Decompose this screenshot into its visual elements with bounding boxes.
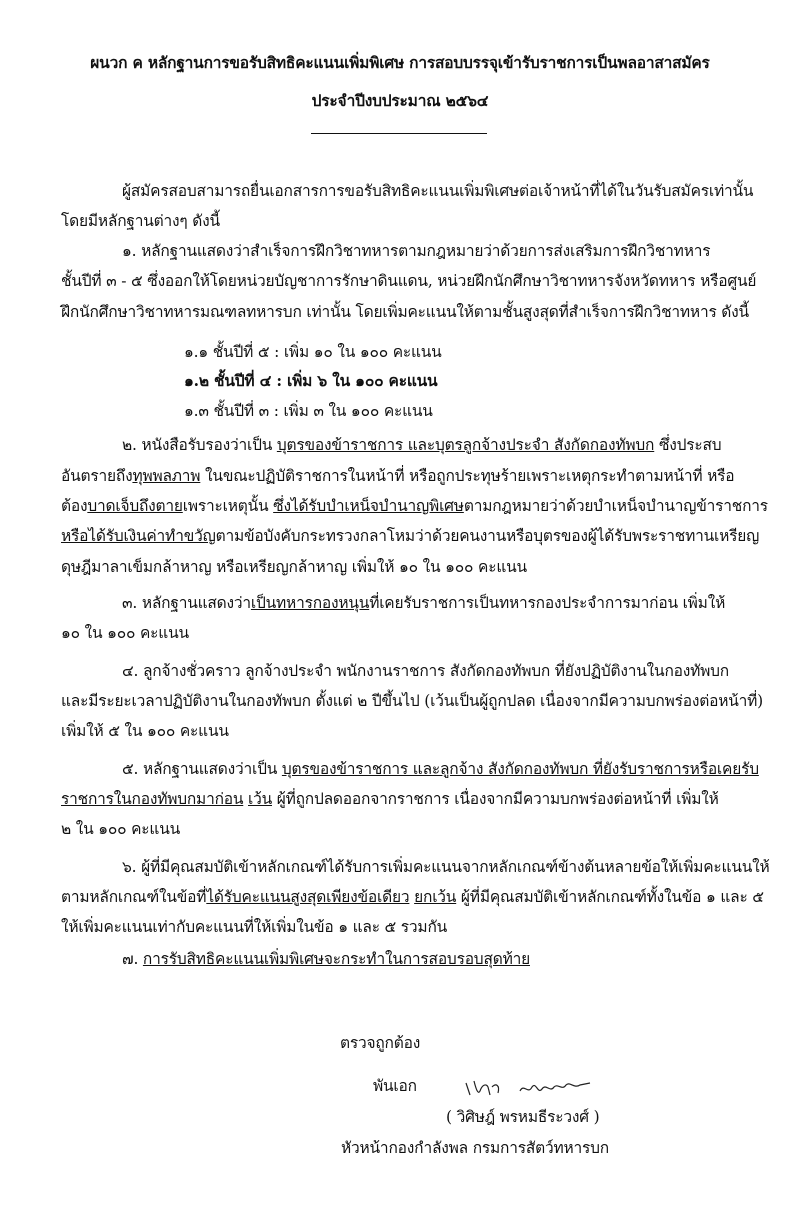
item3-line1 [122,590,725,615]
item5-line2-underlined-1: ราชการในกองทัพบกมาก่อน [61,790,244,808]
item3-line2: ๑๐ ใน ๑๐๐ คะแนน [61,624,189,642]
item2-line3-text-a: ต้อง [61,497,88,515]
item6-line2-underlined-1: ได้รับคะแนนสูงสุดเพียงข้อเดียว [206,888,410,906]
item2-line2-text-b: ในขณะปฏิบัติราชการในหน้าที่ หรือถูกประทุษร้ายเพราะเหตุกระทำตามหน้าที่ หรือ [200,467,735,485]
item4-line2: และมีระยะเวลาปฏิบัติงานในกองทัพบก ตั้งแต่ ๒ ปีขึ้นไป (เว้นเป็นผู้ถูกปลด เนื่องจากมีความบกพร่องต่อหน้าที่) [61,692,763,710]
item3-line1-text-b: ที่เคยรับราชการเป็นทหารกองประจำการมาก่อน เพิ่มให้ [369,594,726,612]
item1-line2: ชั้นปีที่ ๓ - ๕ ซึ่งออกให้โดยหน่วยบัญชาการรักษาดินแดน, หน่วยฝึกนักศึกษาวิชาทหารจังหวัดทหาร หรือศูนย์ [61,272,757,290]
item5-line1 [122,756,759,781]
item2-line4 [61,523,759,548]
item1-sub3: ๑.๓ ชั้นปีที่ ๓ : เพิ่ม ๓ ใน ๑๐๐ คะแนน [184,402,433,420]
item3-line1-underlined: เป็นทหารกองหนุน [250,594,370,612]
item2-line3-text-c: ตามกฎหมายว่าด้วยบำเหน็จบำนาญข้าราชการ [463,497,768,515]
item2-line3-text-b: เพราะเหตุนั้น [182,497,274,515]
item2-line2-text-a: อันตรายถึง [61,467,133,485]
title-divider [311,133,487,134]
item2-line3-underlined-2: ซึ่งได้รับบำเหน็จบำนาญพิเศษ [273,497,464,515]
item5-line1-underlined: บุตรของข้าราชการ และลูกจ้าง สังกัดกองทัพบก ที่ยังรับราชการหรือเคยรับ [281,760,759,778]
item7-line1-text: ๗. [122,950,143,968]
item4-line1: ๔. ลูกจ้างชั่วคราว ลูกจ้างประจำ พนักงานราชการ สังกัดกองทัพบก ที่ยังปฏิบัติงานในกองทัพบก [122,662,729,680]
item7-line1 [122,946,530,971]
item1-sub1: ๑.๑ ชั้นปีที่ ๕ : เพิ่ม ๑๐ ใน ๑๐๐ คะแนน [184,343,442,361]
handwritten-signature [462,1073,602,1101]
signer-position: หัวหน้ากองกำลังพล กรมการสัตว์ทหารบก [341,1139,609,1157]
item5-line2-underlined-2: เว้น [248,790,272,808]
item1-line3: ฝึกนักศึกษาวิชาทหารมณฑลทหารบก เท่านั้น โดยเพิ่มคะแนนให้ตามชั้นสูงสุดที่สำเร็จการฝึกวิชาทหาร ดังนี้ [61,303,749,321]
item2-line1-underlined: บุตรของข้าราชการ และบุตรลูกจ้างประจำ สังกัดกองทัพบก [276,436,655,454]
signer-name: ( วิศิษฎ์ พรหมธีระวงศ์ ) [446,1108,600,1126]
item6-line2 [61,884,764,909]
item2-line1 [122,432,721,457]
item4-line3: เพิ่มให้ ๕ ใน ๑๐๐ คะแนน [61,722,229,740]
item6-line2-text-a: ตามหลักเกณฑ์ในข้อที่ [61,888,207,906]
item6-line1: ๖. ผู้ที่มีคุณสมบัติเข้าหลักเกณฑ์ได้รับการเพิ่มคะแนนจากหลักเกณฑ์ข้างต้นหลายข้อให้เพิ่มคะแนนให้ [122,858,770,876]
signer-rank: พันเอก [373,1077,417,1095]
item6-line2-underlined-2: ยกเว้น [414,888,457,906]
document-title-line2: ประจำปีงบประมาณ ๒๕๖๔ [311,91,489,110]
intro-line2: โดยมีหลักฐานต่างๆ ดังนี้ [61,212,220,230]
item2-line3-underlined-1: บาดเจ็บถึงตาย [87,497,183,515]
item2-line1-text-b: ซึ่งประสบ [654,436,722,454]
item2-line2-underlined: ทุพพลภาพ [132,467,201,485]
item7-line1-underlined: การรับสิทธิคะแนนเพิ่มพิเศษจะกระทำในการสอบรอบสุดท้าย [142,950,530,968]
certified-label: ตรวจถูกต้อง [340,1034,421,1052]
intro-line1: ผู้สมัครสอบสามารถยื่นเอกสารการขอรับสิทธิคะแนนเพิ่มพิเศษต่อเจ้าหน้าที่ได้ในวันรับสมัครเท่านั้น [122,182,754,200]
item6-line3: ให้เพิ่มคะแนนเท่ากับคะแนนที่ให้เพิ่มในข้อ ๑ และ ๕ รวมกัน [61,918,448,936]
item2-line3 [61,493,768,518]
item5-line2 [61,786,719,811]
item5-line2-text: ผู้ที่ถูกปลดออกจากราชการ เนื่องจากมีความบกพร่องต่อหน้าที่ เพิ่มให้ [272,790,719,808]
item2-line1-text-a: ๒. หนังสือรับรองว่าเป็น [122,436,277,454]
item3-line1-text-a: ๓. หลักฐานแสดงว่า [122,594,251,612]
item2-line2 [61,463,734,488]
item6-line2-text: ผู้ที่มีคุณสมบัติเข้าหลักเกณฑ์ทั้งในข้อ ๑ และ ๕ [456,888,764,906]
item2-line5: ดุษฎีมาลาเข็มกล้าหาญ หรือเหรียญกล้าหาญ เพิ่มให้ ๑๐ ใน ๑๐๐ คะแนน [61,558,527,576]
item1-sub2: ๑.๒ ชั้นปีที่ ๔ : เพิ่ม ๖ ใน ๑๐๐ คะแนน [184,371,438,390]
item2-line4-underlined: หรือได้รับเงินค่าทำขวัญ [61,527,216,545]
item5-line3: ๒ ใน ๑๐๐ คะแนน [61,820,180,838]
item1-line1: ๑. หลักฐานแสดงว่าสำเร็จการฝึกวิชาทหารตามกฎหมายว่าด้วยการส่งเสริมการฝึกวิชาทหาร [122,242,711,260]
item5-line1-text-a: ๕. หลักฐานแสดงว่าเป็น [122,760,282,778]
item2-line4-text: ตามข้อบังคับกระทรวงกลาโหมว่าด้วยคนงานหรือบุตรของผู้ได้รับพระราชทานเหรียญ [215,527,760,545]
document-title-line1: ผนวก ค หลักฐานการขอรับสิทธิคะแนนเพิ่มพิเศษ การสอบบรรจุเข้ารับราชการเป็นพลอาสาสมัคร [90,53,710,72]
